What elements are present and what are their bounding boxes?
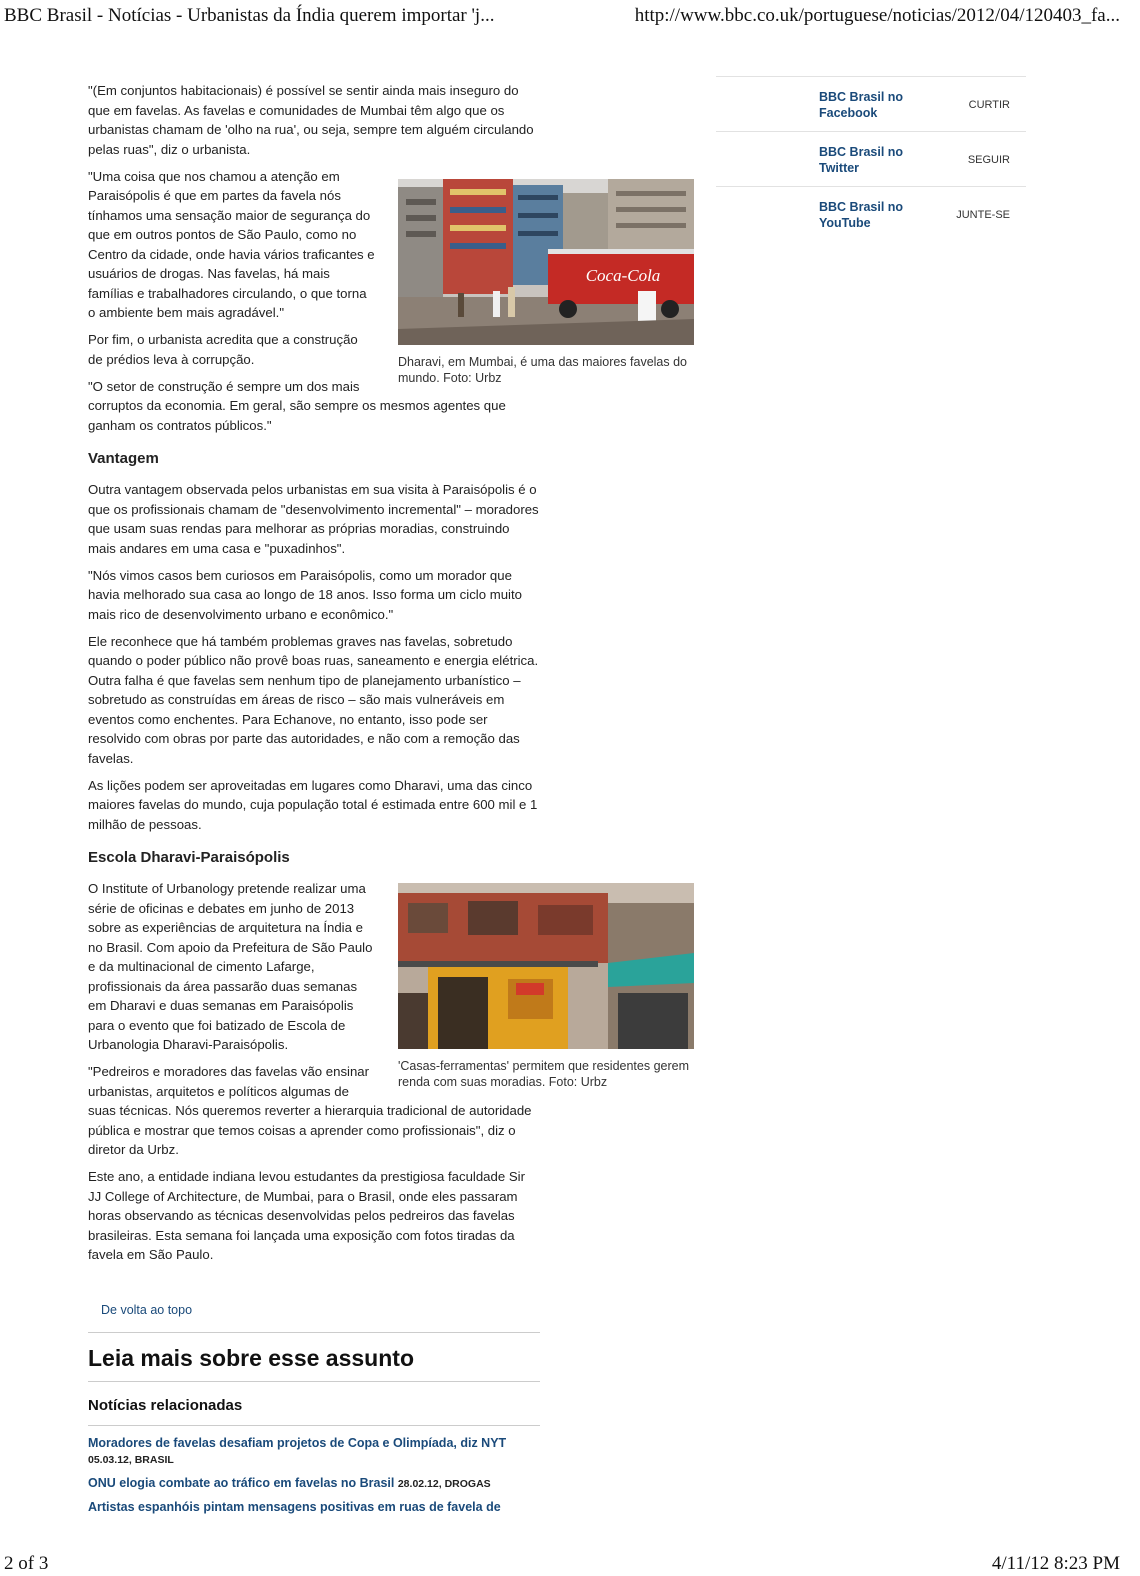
print-header-url: http://www.bbc.co.uk/portuguese/noticias/2012/04/120403_fa...	[634, 5, 1120, 26]
section-heading-vantagem: Vantagem	[88, 450, 159, 467]
social-links-box	[716, 76, 1026, 241]
twitter-link[interactable]: BBC Brasil no Twitter	[819, 145, 904, 175]
section-heading-escola: Escola Dharavi-Paraisópolis	[88, 849, 290, 866]
article-paragraph: Por fim, o urbanista acredita que a construção de prédios leva à corrupção.	[88, 332, 358, 367]
print-footer-datetime: 4/11/12 8:23 PM	[991, 1553, 1120, 1574]
social-row-facebook	[716, 77, 1026, 132]
figure-dharavi	[398, 179, 694, 386]
article-paragraph: Este ano, a entidade indiana levou estudantes da prestigiosa faculdade Sir JJ College of Architecture, de Mumbai, para o Brasil, onde eles passaram horas observando as técnicas desenvolvidas pelos pedreiros das favelas brasileiras. Esta semana foi lançada uma exposição com fotos tiradas da favela em São Paulo.	[88, 1169, 525, 1262]
social-row-youtube	[716, 187, 1026, 241]
print-header-title: BBC Brasil - Notícias - Urbanistas da Índia querem importar 'j...	[4, 5, 495, 26]
list-item	[88, 1499, 540, 1515]
related-news-section: DROGAS	[444, 1478, 491, 1490]
youtube-link[interactable]: BBC Brasil no YouTube	[819, 200, 904, 230]
related-news-section: BRASIL	[134, 1454, 174, 1466]
related-news-link[interactable]: Artistas espanhóis pintam mensagens positivas em ruas de favela de	[88, 1500, 501, 1514]
related-news-link[interactable]: Moradores de favelas desafiam projetos de Copa e Olimpíada, diz NYT	[88, 1436, 507, 1450]
list-item: Moradores de favelas desafiam projetos de Copa e Olimpíada, diz NYT 05.03.12, BRASIL	[88, 1436, 507, 1466]
related-news-date: 28.02.12	[397, 1478, 439, 1490]
article-paragraph: "Uma coisa que nos chamou a atenção em Paraisópolis é que em partes da favela nós tínhamos uma sensação maior de segurança do que em outros pontos de São Paulo, como no Centro da cidade, onde havia vários traficantes e usuários de drogas. Nas favelas, há mais famílias e trabalhadores circulando, o que torna o ambiente bem mais agradável."	[88, 168, 375, 320]
article-paragraph: "Pedreiros e moradores das favelas vão ensinar urbanistas, arquitetos e políticos algumas de suas técnicas. Nós queremos reverter a hierarquia tradicional de autoridade pública e mostrar que temos coisas a aprender como profissionais", diz o diretor da Urbz.	[88, 1064, 532, 1157]
article-paragraph: As lições podem ser aproveitadas em lugares como Dharavi, uma das cinco maiores favelas do mundo, cuja população total é estimada entre 600 mil e 1 milhão de pessoas.	[88, 777, 538, 832]
facebook-link[interactable]: BBC Brasil no Facebook	[819, 90, 904, 120]
svg-text:Coca-Cola: Coca-Cola	[585, 265, 661, 285]
article-paragraph: O Institute of Urbanology pretende realizar uma série de oficinas e debates em junho de 2013 sobre as experiências de arquitetura na Índia e no Brasil. Com apoio da Prefeitura de São Paulo e da multinacional de cimento Lafarge, profissionais da área passarão duas semanas em Dharavi e duas semanas em Paraisópolis para o evento que foi batizado de Escola de Urbanologia Dharavi-Paraisópolis.	[88, 881, 373, 1052]
figure-caption: Dharavi, em Mumbai, é uma das maiores favelas do mundo. Foto: Urbz	[398, 354, 688, 385]
article-paragraph: Outra vantagem observada pelos urbanistas em sua visita à Paraisópolis é o que os profissionais chamam de "desenvolvimento incremental" – moradores que usam suas rendas para melhorar as próprias moradias, construindo mais andares em uma casa e "puxadinhos".	[88, 482, 539, 556]
follow-button[interactable]: SEGUIR	[967, 154, 1010, 166]
print-footer-page: 2 of 3	[4, 1553, 49, 1574]
article-paragraph: "O setor de construção é sempre um dos mais corruptos da economia. Em geral, são sempre os mesmos agentes que ganham os contratos públicos."	[88, 378, 506, 433]
article-paragraph: Ele reconhece que há também problemas graves nas favelas, sobretudo quando o poder público não provê boas ruas, saneamento e energia elétrica. Outra falha é que favelas sem nenhum tipo de planejamento urbanístico – sobretudo as construídas em áreas de risco – são mais vulneráveis em eventos como enchentes. Para Echanove, no entanto, isso pode ser resolvido com obras por parte das autoridades, e não com a remoção das favelas.	[88, 633, 539, 766]
article-paragraph: "Nós vimos casos bem curiosos em Paraisópolis, como um morador que havia melhorado sua casa ao longo de 18 anos. Isso forma um ciclo muito mais rico de desenvolvimento urbano e econômico."	[88, 567, 522, 622]
more-on-topic-heading: Leia mais sobre esse assunto	[88, 1332, 540, 1371]
figure-caption: 'Casas-ferramentas' permitem que residentes gerem renda com suas moradias. Foto: Urbz	[398, 1059, 690, 1089]
casas-ferramentas-photo	[398, 883, 694, 1049]
figure-casas-ferramentas	[398, 883, 694, 1090]
back-to-top-link[interactable]: De volta ao topo	[101, 1302, 193, 1317]
dharavi-street-photo	[398, 179, 694, 345]
list-item: ONU elogia combate ao tráfico em favelas no Brasil 28.02.12, DROGAS	[88, 1476, 491, 1490]
article-paragraph: "(Em conjuntos habitacionais) é possível se sentir ainda mais inseguro do que em favelas. As favelas e comunidades de Mumbai têm algo que os urbanistas chamam de 'olho na rua', ou seja, sempre tem alguém circulando pelas ruas", diz o urbanista.	[88, 83, 534, 157]
related-news-date: 05.03.12	[88, 1454, 129, 1466]
like-button[interactable]: CURTIR	[968, 99, 1010, 111]
related-news-list	[88, 1435, 540, 1515]
join-button[interactable]: JUNTE-SE	[956, 209, 1010, 221]
related-news-link[interactable]: ONU elogia combate ao tráfico em favelas no Brasil	[88, 1476, 395, 1490]
related-news-heading: Notícias relacionadas	[88, 1381, 540, 1426]
article-body	[88, 81, 690, 1522]
social-row-twitter	[716, 132, 1026, 187]
